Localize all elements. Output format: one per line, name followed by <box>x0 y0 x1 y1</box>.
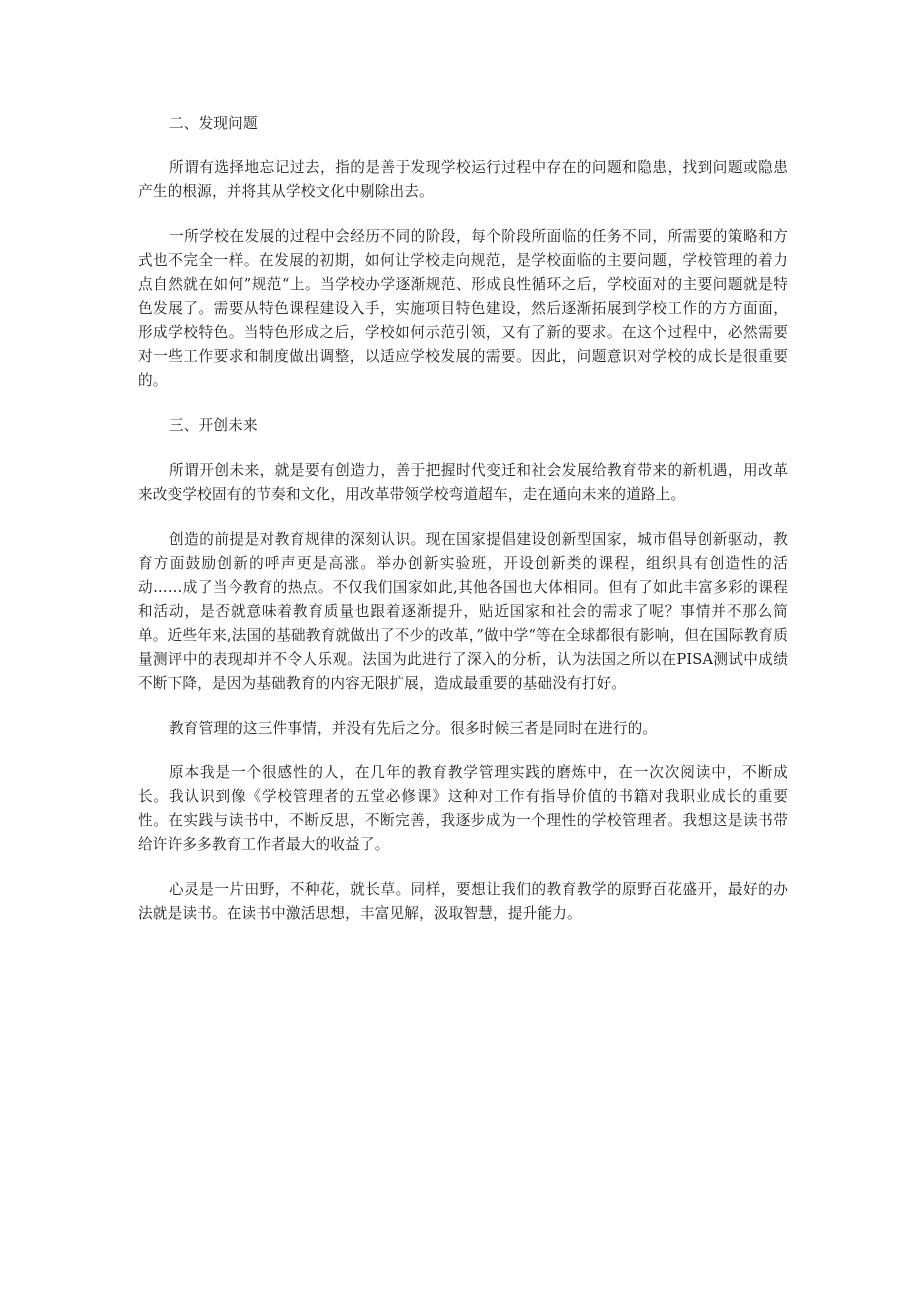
paragraph-create-future: 所谓开创未来，就是要有创造力，善于把握时代变迁和社会发展给教育带来的新机遇，用改革来改变学校固有的节奏和文化，用改革带领学校弯道超车，走在通向未来的道路上。 <box>138 462 788 503</box>
document-page <box>138 112 788 926</box>
paragraph-reading-conclusion: 心灵是一片田野，不种花，就长草。同样，要想让我们的教育教学的原野百花盛开，最好的办法就是读书。在读书中激活思想，丰富见解，汲取智慧，提升能力。 <box>138 881 788 922</box>
paragraph-three-things: 教育管理的这三件事情，并没有先后之分。很多时候三者是同时在进行的。 <box>169 720 658 737</box>
paragraph-forget-past: 所谓有选择地忘记过去，指的是善于发现学校运行过程中存在的问题和隐患，找到问题或隐患产生的根源，并将其从学校文化中剔除出去。 <box>138 159 788 200</box>
section-heading-create-future: 三、开创未来 <box>169 417 258 434</box>
section-heading-discover-problems: 二、发现问题 <box>169 115 258 132</box>
paragraph-creation-premise: 创造的前提是对教育规律的深刻认识。现在国家提倡建设创新型国家，城市倡导创新驱动，教育方面鼓励创新的呼声更是高涨。举办创新实验班，开设创新类的课程，组织具有创造性的活动……成了当今教育的热点。不仅我们国家如此,其他各国也大体相同。但有了如此丰富多彩的课程和活动，是否就意味着教育质量也跟着逐渐提升，贴近国家和社会的需求了呢？事情并不那么简单。近些年来,法国的基础教育就做出了不少的改革，”做中学“等在全球都很有影响，但在国际教育质量测评中的表现却并不令人乐观。法国为此进行了深入的分析，认为法国之所以在PISA测试中成绩不断下降，是因为基础教育的内容无限扩展，造成最重要的基础没有打好。 <box>138 531 788 692</box>
paragraph-personal-growth: 原本我是一个很感性的人，在几年的教育教学管理实践的磨炼中，在一次次阅读中，不断成长。我认识到像《学校管理者的五堂必修课》这种对工作有指导价值的书籍对我职业成长的重要性。在实践与读书中，不断反思，不断完善，我逐步成为一个理性的学校管理者。我想这是读书带给许许多多教育工作者最大的收益了。 <box>138 764 788 853</box>
paragraph-school-stages: 一所学校在发展的过程中会经历不同的阶段，每个阶段所面临的任务不同，所需要的策略和方式也不完全一样。在发展的初期，如何让学校走向规范，是学校面临的主要问题，学校管理的着力点自然就在如何”规范“上。当学校办学逐渐规范、形成良性循环之后，学校面对的主要问题就是特色发展了。需要从特色课程建设入手，实施项目特色建设，然后逐渐拓展到学校工作的方方面面，形成学校特色。当特色形成之后，学校如何示范引领，又有了新的要求。在这个过程中，必然需要对一些工作要求和制度做出调整，以适应学校发展的需要。因此，问题意识对学校的成长是很重要的。 <box>138 228 788 389</box>
